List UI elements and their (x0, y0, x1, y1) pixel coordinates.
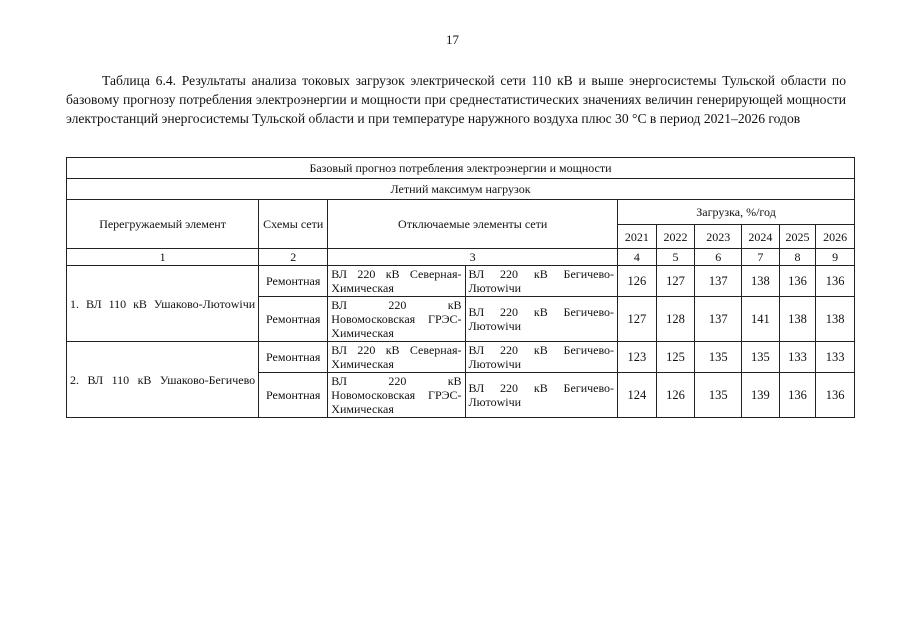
col-index: 2 (259, 249, 328, 266)
year-2021: 2021 (618, 225, 657, 249)
load-value: 127 (656, 266, 695, 297)
load-value: 138 (742, 266, 780, 297)
load-value: 138 (816, 297, 855, 342)
header-load: Загрузка, %/год (618, 200, 855, 225)
load-value: 135 (742, 342, 780, 373)
disconnected-element-a: ВЛ 220 кВ Новомосковская ГРЭС-Химическая (328, 297, 465, 342)
network-scheme: Ремонтная (259, 342, 328, 373)
header-element: Перегружаемый элемент (67, 200, 259, 249)
load-value: 127 (618, 297, 657, 342)
table-subtitle: Летний максимум нагрузок (67, 179, 855, 200)
load-value: 136 (816, 373, 855, 418)
column-index-row (67, 249, 855, 266)
disconnected-element-b: ВЛ 220 кВ Бегичево-Лютоwiчи (465, 297, 618, 342)
year-2022: 2022 (656, 225, 695, 249)
load-value: 137 (695, 297, 742, 342)
header-row (67, 200, 855, 225)
col-index: 3 (328, 249, 618, 266)
disconnected-element-a: ВЛ 220 кВ Новомосковская ГРЭС-Химическая (328, 373, 465, 418)
disconnected-element-b: ВЛ 220 кВ Бегичево-Лютоwiчи (465, 373, 618, 418)
table-caption: Таблица 6.4. Результаты анализа токовых загрузок электрической сети 110 кВ и выше энергосистемы Тульской области по базовому прогнозу потребления электроэнергии и мощности при среднестатистических значениях величин генерирующей мощности электростанций энергосистемы Тульской области и при температуре наружного воздуха плюс 30 °С в период 2021–2026 годов (66, 73, 846, 126)
disconnected-element-b: ВЛ 220 кВ Бегичево-Лютоwiчи (465, 342, 618, 373)
header-disconnected: Отключаемые элементы сети (328, 200, 618, 249)
overloaded-element: 2. ВЛ 110 кВ Ушаково-Бегичево (67, 342, 259, 418)
header-scheme: Схемы сети (259, 200, 328, 249)
col-index: 1 (67, 249, 259, 266)
network-scheme: Ремонтная (259, 266, 328, 297)
table-row (67, 266, 855, 297)
load-value: 126 (618, 266, 657, 297)
col-index: 7 (742, 249, 780, 266)
load-value: 137 (695, 266, 742, 297)
disconnected-element-a: ВЛ 220 кВ Северная-Химическая (328, 266, 465, 297)
load-value: 136 (779, 266, 816, 297)
year-2023: 2023 (695, 225, 742, 249)
overloaded-element: 1. ВЛ 110 кВ Ушаково-Лютоwiчи (67, 266, 259, 342)
load-analysis-table (66, 157, 855, 418)
year-2024: 2024 (742, 225, 780, 249)
load-value: 133 (816, 342, 855, 373)
load-value: 135 (695, 342, 742, 373)
network-scheme: Ремонтная (259, 373, 328, 418)
table-row (67, 342, 855, 373)
load-value: 136 (816, 266, 855, 297)
load-value: 125 (656, 342, 695, 373)
load-value: 141 (742, 297, 780, 342)
network-scheme: Ремонтная (259, 297, 328, 342)
disconnected-element-b: ВЛ 220 кВ Бегичево-Лютоwiчи (465, 266, 618, 297)
page-number: 17 (446, 32, 459, 47)
load-value: 123 (618, 342, 657, 373)
col-index: 8 (779, 249, 816, 266)
col-index: 4 (618, 249, 657, 266)
table-title: Базовый прогноз потребления электроэнергии и мощности (67, 158, 855, 179)
load-value: 124 (618, 373, 657, 418)
load-value: 139 (742, 373, 780, 418)
table-title-row (67, 158, 855, 179)
year-2026: 2026 (816, 225, 855, 249)
year-2025: 2025 (779, 225, 816, 249)
load-value: 136 (779, 373, 816, 418)
col-index: 5 (656, 249, 695, 266)
col-index: 9 (816, 249, 855, 266)
col-index: 6 (695, 249, 742, 266)
load-value: 133 (779, 342, 816, 373)
table-subtitle-row (67, 179, 855, 200)
load-value: 128 (656, 297, 695, 342)
load-value: 126 (656, 373, 695, 418)
load-value: 135 (695, 373, 742, 418)
load-value: 138 (779, 297, 816, 342)
disconnected-element-a: ВЛ 220 кВ Северная-Химическая (328, 342, 465, 373)
